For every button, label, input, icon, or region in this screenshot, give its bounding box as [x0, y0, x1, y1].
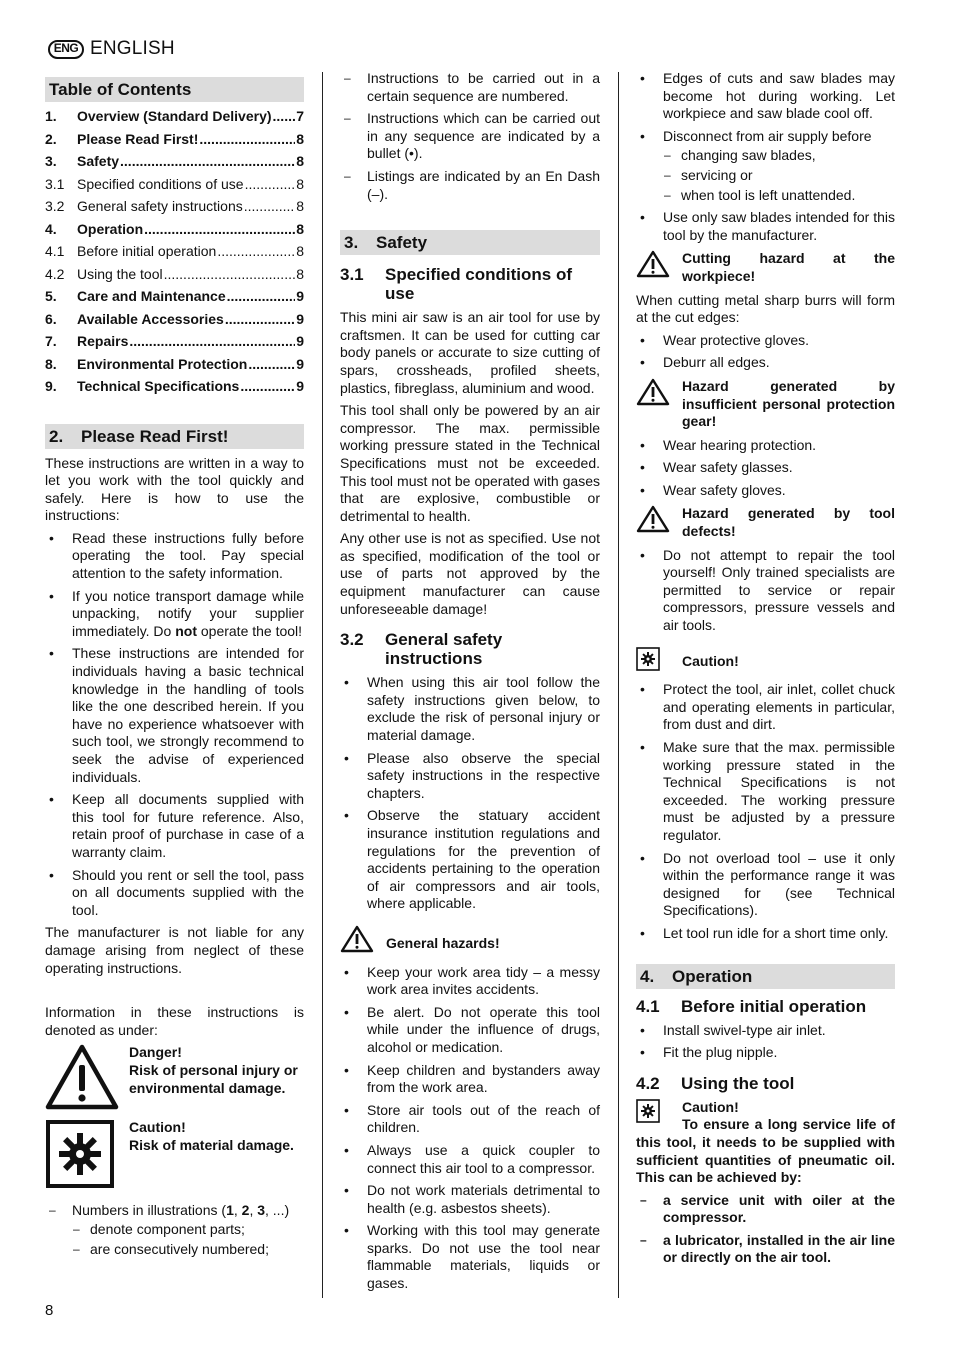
dash-list [636, 1192, 895, 1267]
list-item: • Do not overload tool – use it only within the performance range it was designed for (see Technical Specifications). [636, 850, 895, 920]
warning-triangle-icon [636, 250, 682, 283]
paragraph: When cutting metal sharp burrs will form at the cut edges: [636, 291, 895, 326]
column-1 [45, 70, 304, 1263]
list-item: • Edges of cuts and saw blades may become hot during working. Let workpiece and saw blade cool off. [636, 70, 895, 123]
list-item: – Listings are indicated by an En Dash (–). [340, 168, 600, 203]
danger-legend: Danger! Risk of personal injury or environmental damage. [45, 1044, 304, 1115]
column-3 [636, 70, 895, 1272]
list-item: • Keep your work area tidy – a messy work area invites accidents. [340, 964, 600, 999]
toc-entry: 4.2 Using the tool ..... 8 [45, 264, 304, 287]
bullet-list [340, 674, 600, 913]
list-item: • Wear protective gloves. [636, 332, 895, 350]
caution-block: Caution! To ensure a long service life of this tool, it needs to be supplied with sufficient quantities of pneumatic oil. This can be achieved by: [636, 1098, 895, 1186]
table-of-contents [45, 106, 304, 399]
caution-note: Caution! [636, 647, 895, 676]
list-item: • Do not attempt to repair the tool yourself! Only trained specialists are permitted to service or repair compressors, pressure vessels and air tools. [636, 547, 895, 635]
bullet-list [636, 681, 895, 942]
subsection-heading-3-1: 3.1 Specified conditions of use [340, 265, 573, 304]
sub-list-item: – are consecutively numbered; [72, 1241, 304, 1259]
paragraph: These instructions are written in a way to let you work with the tool quickly and safely. Here is how to use the instructions: [45, 454, 304, 524]
toc-entry: 4. Operation ..... 8 [45, 219, 304, 242]
list-item: • Keep children and bystanders away from the work area. [340, 1062, 600, 1097]
list-item: • Use only saw blades intended for this tool by the manufacturer. [636, 209, 895, 244]
list-item: – Numbers in illustrations (1, 2, 3, ...) – denote component parts; – are consecutively numbered; [45, 1202, 304, 1259]
paragraph: This mini air saw is an air tool for use by craftsmen. It can be used for cutting car body panels or accurate to size cutting of spars, crossheads, profiled sheets, plastics, fibreglass, aluminium and wood. [340, 309, 600, 396]
toc-entry: 5. Care and Maintenance ..... 9 [45, 286, 304, 309]
paragraph: The manufacturer is not liable for any damage arising from neglect of these operating instructions. [45, 924, 304, 976]
list-item: – Instructions which can be carried out in any sequence are indicated by a bullet (•). [340, 110, 600, 163]
ppe-hazard-note: Hazard generated by insufficient personal protection gear! [636, 378, 895, 431]
list-item: • Working with this tool may generate sparks. Do not use the tool near flammable materials, liquids or gases. [340, 1222, 600, 1292]
list-item: • Let tool run idle for a short time only. [636, 925, 895, 943]
cutting-hazard-note: Cutting hazard at the workpiece! [636, 250, 895, 285]
dash-list [45, 1202, 304, 1259]
bullet-list [636, 332, 895, 372]
paragraph: This tool shall only be powered by an air compressor. The max. permissible working pressure stated in the Technical Specifications must not be exceeded. This tool must not be operated with gases that are explosive, combustible or detrimental to health. [340, 402, 600, 524]
toc-entry: 3.2 General safety instructions ..... 8 [45, 196, 304, 219]
list-item: • Be alert. Do not operate this tool while under the influence of drugs, alcohol or medication. [340, 1004, 600, 1057]
danger-triangle-icon [45, 1044, 129, 1115]
caution-legend: Caution! Risk of material damage. [45, 1119, 304, 1194]
list-item: • Should you rent or sell the tool, pass on all documents supplied with the tool. [45, 867, 304, 920]
page-number: 8 [45, 1302, 54, 1319]
list-item: • Read these instructions fully before operating the tool. Pay special attention to the safety information. [45, 530, 304, 583]
list-item: • Make sure that the max. permissible working pressure stated in the Technical Specifications is not exceeded. The working pressure must be adjusted by a pressure regulator. [636, 739, 895, 845]
toc-entry: 8. Environmental Protection ..... 9 [45, 354, 304, 377]
list-item: • Wear hearing protection. [636, 437, 895, 455]
toc-entry: 7. Repairs ..... 9 [45, 331, 304, 354]
toc-entry: 4.1 Before initial operation ..... 8 [45, 241, 304, 264]
list-item: – Instructions to be carried out in a certain sequence are numbered. [340, 70, 600, 105]
bullet-list [340, 964, 600, 1293]
section-heading-3: 3. Safety [340, 230, 600, 255]
warning-triangle-icon [340, 925, 386, 958]
section-heading-4: 4. Operation [636, 964, 895, 989]
list-item: • When using this air tool follow the safety instructions given below, to exclude the risk of personal injury or material damage. [340, 674, 600, 744]
bullet-list [636, 70, 895, 244]
list-item: • Deburr all edges. [636, 354, 895, 372]
subsection-heading-3-2: 3.2 General safety instructions [340, 630, 503, 669]
sub-list-item: – when tool is left unattended. [663, 187, 895, 205]
list-item: – a lubricator, installed in the air line or directly on the air tool. [636, 1232, 895, 1267]
toc-entry: 3.1 Specified conditions of use ..... 8 [45, 174, 304, 197]
language-badge: ENG [48, 40, 84, 59]
warning-triangle-icon [636, 505, 682, 538]
toc-entry: 6. Available Accessories ..... 9 [45, 309, 304, 332]
toc-heading: Table of Contents [45, 77, 304, 102]
bullet-list [636, 1022, 895, 1062]
sub-list-item: – denote component parts; [72, 1221, 304, 1239]
list-item: • Wear safety glasses. [636, 459, 895, 477]
toc-entry: 9. Technical Specifications ..... 9 [45, 376, 304, 399]
list-item: • These instructions are intended for individuals having a basic technical knowledge in the handling of tools like the one described herein. If you have no experience whatsoever with such tool, we strongly recommend to seek the advise of experienced individuals. [45, 645, 304, 786]
list-item: • Do not work materials detrimental to health (e.g. asbestos sheets). [340, 1182, 600, 1217]
list-item: • Disconnect from air supply before – changing saw blades, – servicing or – when tool is left unattended. [636, 128, 895, 204]
bullet-list [45, 530, 304, 919]
list-item: • Fit the plug nipple. [636, 1044, 895, 1062]
caution-gear-icon [45, 1119, 129, 1194]
bullet-list [636, 437, 895, 500]
list-item: • If you notice transport damage while unpacking, notify your supplier immediately. Do not operate the tool! [45, 588, 304, 641]
list-item: • Protect the tool, air inlet, collet chuck and operating elements in particular, from dust and dirt. [636, 681, 895, 734]
general-hazards-note: General hazards! [340, 925, 600, 958]
column-divider [322, 72, 323, 1298]
paragraph: Information in these instructions is denoted as under: [45, 1004, 304, 1038]
paragraph: Any other use is not as specified. Use not as specified, modification of the tool or use of parts not approved by the equipment manufacturer can cause unforeseeable damage! [340, 530, 600, 617]
column-2 [340, 70, 600, 1298]
caution-gear-icon [636, 1099, 682, 1131]
page-header [48, 36, 175, 62]
column-divider [618, 72, 619, 1298]
warning-triangle-icon [636, 378, 682, 411]
list-item: • Store air tools out of the reach of children. [340, 1102, 600, 1137]
list-item: – a service unit with oiler at the compressor. [636, 1192, 895, 1227]
list-item: • Wear safety gloves. [636, 482, 895, 500]
list-item: • Observe the statuary accident insurance institution regulations and regulations for the prevention of accidents pertaining to the operation of air compressors and air tools, where applicable. [340, 807, 600, 913]
dash-list [340, 70, 600, 203]
list-item: • Keep all documents supplied with this tool for future reference. Also, retain proof of purchase in case of a warranty claim. [45, 791, 304, 861]
subsection-heading-4-1: 4.1 Before initial operation [636, 996, 867, 1016]
language-title: ENGLISH [90, 38, 175, 60]
list-item: • Install swivel-type air inlet. [636, 1022, 895, 1040]
toc-entry: 2. Please Read First! ..... 8 [45, 129, 304, 152]
bullet-list [636, 547, 895, 635]
section-heading-2: 2. Please Read First! [45, 424, 304, 449]
sub-list-item: – changing saw blades, [663, 147, 895, 165]
list-item: • Always use a quick coupler to connect this air tool to a compressor. [340, 1142, 600, 1177]
caution-gear-icon [636, 647, 682, 676]
subsection-heading-4-2: 4.2 Using the tool [636, 1073, 795, 1093]
sub-list-item: – servicing or [663, 167, 895, 185]
toc-entry: 3. Safety ..... 8 [45, 151, 304, 174]
defect-hazard-note: Hazard generated by tool defects! [636, 505, 895, 540]
toc-entry: 1. Overview (Standard Delivery) ..... 7 [45, 106, 304, 129]
list-item: • Please also observe the special safety instructions in the respective chapters. [340, 750, 600, 803]
